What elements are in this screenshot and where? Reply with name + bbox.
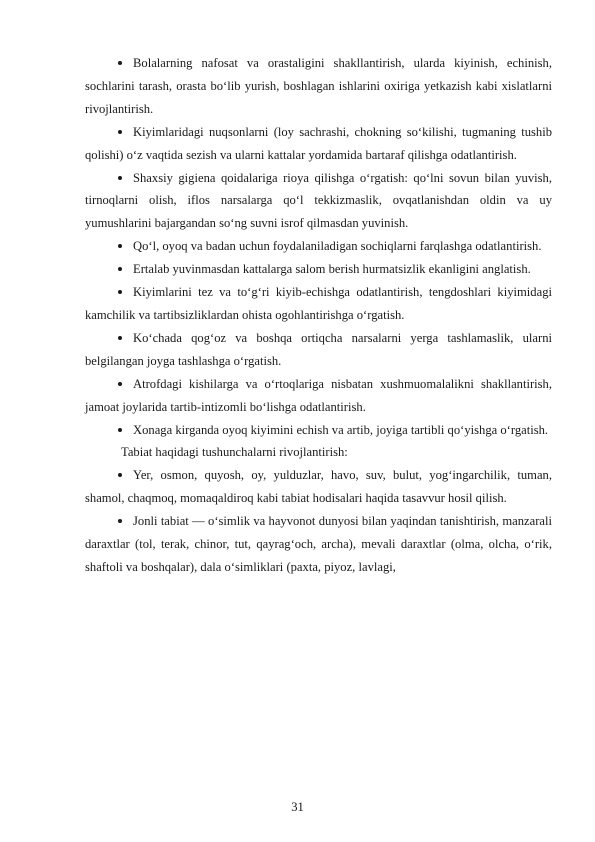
bullet-dot-icon (118, 130, 122, 134)
bullet-paragraph (85, 167, 552, 236)
paragraph-text: Ertalab yuvinmasdan kattalarga salom berish hurmatsizlik ekanligini anglatish. (133, 262, 531, 277)
bullet-dot-icon (118, 290, 122, 294)
bullet-dot-icon (118, 473, 122, 477)
bullet-paragraph (85, 121, 552, 167)
bullet-paragraph (85, 327, 552, 373)
paragraph-text: Tabiat haqidagi tushunchalarni rivojlantirish: (121, 445, 348, 460)
bullet-paragraph (85, 52, 552, 121)
bullet-paragraph (85, 235, 552, 258)
bullet-paragraph (85, 258, 552, 281)
section-intro (85, 441, 552, 464)
bullet-paragraph (85, 281, 552, 327)
bullet-dot-icon (118, 336, 122, 340)
paragraph-text: Kiyimlaridagi nuqsonlarni (loy sachrashi, chokning so‘kilishi, tugmaning tushib qolishi) o‘z vaqtida sezish va ularni kattalar yordamida bartaraf qilishga odatlantirish. (85, 124, 552, 162)
bullet-dot-icon (118, 519, 122, 523)
paragraph-text: Atrofdagi kishilarga va o‘rtoqlariga nisbatan xushmuomalalikni shakllantirish, jamoat joylarida tartib-intizomli bo‘lishga odatlantirish. (85, 376, 552, 414)
bullet-dot-icon (118, 61, 122, 65)
bullet-paragraph (85, 464, 552, 510)
bullet-paragraph (85, 373, 552, 419)
bullet-dot-icon (118, 244, 122, 248)
bullet-dot-icon (118, 382, 122, 386)
paragraph-text: Qo‘l, oyoq va badan uchun foydalaniladigan sochiqlarni farqlashga odatlantirish. (133, 239, 542, 254)
paragraph-text: Xonaga kirganda oyoq kiyimini echish va artib, joyiga tartibli qo‘yishga o‘rgatish. (133, 422, 549, 437)
document-body (85, 52, 552, 579)
paragraph-text: Shaxsiy gigiena qoidalariga rioya qilishga o‘rgatish: qo‘lni sovun bilan yuvish, tirnoqlarni olish, iflos narsalarga qo‘l tekkizmaslik, ovqatlanishdan oldin va uy yumushlarini bajargandan so‘ng suvni isrof qilmasdan yuvinish. (85, 170, 552, 231)
bullet-paragraph (85, 419, 552, 442)
paragraph-text: Jonli tabiat — o‘simlik va hayvonot dunyosi bilan yaqindan tanishtirish, manzarali daraxtlar (tol, terak, chinor, tut, qayrag‘och, archa), mevali daraxtlar (olma, olcha, o‘rik, shaftoli va boshqalar), dala o‘simliklari (paxta, piyoz, lavlagi, (85, 514, 552, 574)
bullet-dot-icon (118, 176, 122, 180)
bullet-paragraph (85, 510, 552, 579)
bullet-dot-icon (118, 428, 122, 432)
paragraph-text: Kiyimlarini tez va to‘g‘ri kiyib-echishga odatlantirish, tengdoshlari kiyimidagi kamchilik va tartibsizliklardan ohista ogohlantirishga o‘rgatish. (85, 285, 552, 322)
paragraph-text: Bolalarning nafosat va orastaligini shakllantirish, ularda kiyinish, echinish, sochlarini tarash, orasta bo‘lib yurish, boshlagan ishlarini oxiriga yetkazish kabi xislatlarni rivojlantirish. (85, 56, 552, 116)
page-number: 31 (291, 800, 304, 814)
bullet-dot-icon (118, 267, 122, 271)
paragraph-text: Ko‘chada qog‘oz va boshqa ortiqcha narsalarni yerga tashlamaslik, ularni belgilangan joyga tashlashga o‘rgatish. (85, 330, 552, 368)
paragraph-text: Yer, osmon, quyosh, oy, yulduzlar, havo, suv, bulut, yog‘ingarchilik, tuman, shamol, chaqmoq, momaqaldiroq kabi tabiat hodisalari haqida tasavvur hosil qilish. (85, 468, 552, 506)
